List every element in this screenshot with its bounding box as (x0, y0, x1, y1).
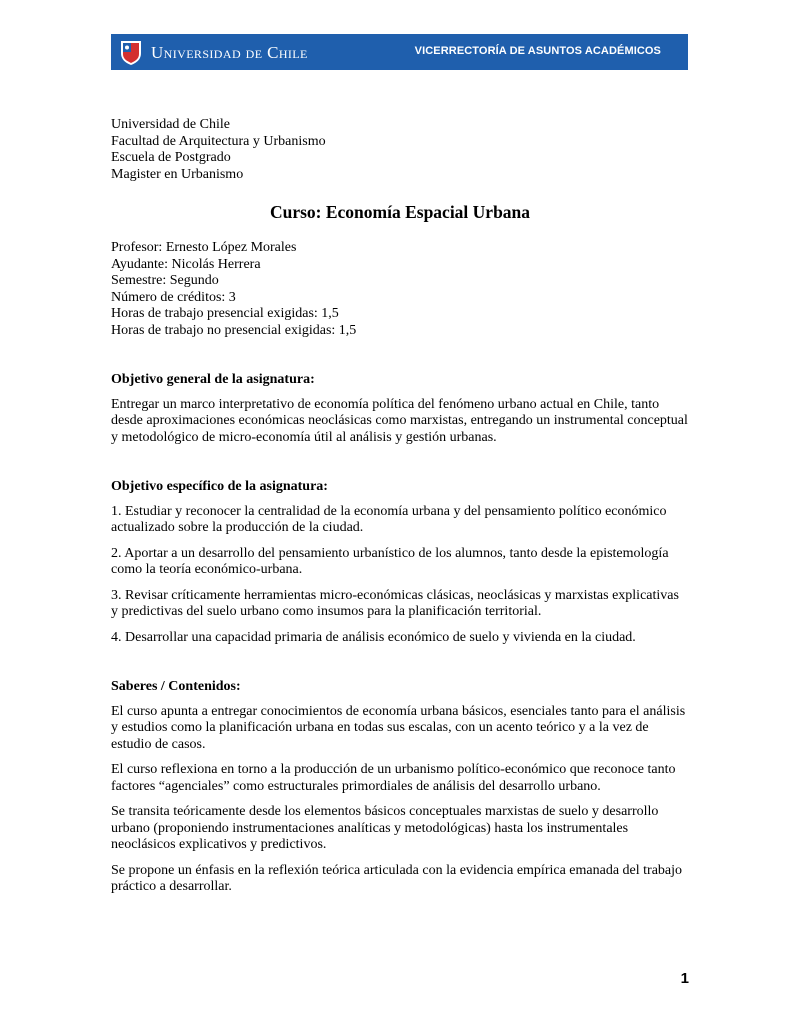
institution-line: Universidad de Chile (111, 117, 230, 132)
saberes-paragraph: El curso apunta a entregar conocimientos de economía urbana básicos, esenciales tanto para el análisis y estudios como la planificación urbana en todas sus escalas, con un acento teórico y a la vez de estudio de casos. (111, 703, 686, 752)
vicerrectoria-label: VICERRECTORÍA DE ASUNTOS ACADÉMICOS (414, 45, 661, 57)
document-body (111, 117, 689, 905)
objetivo-general-text: Entregar un marco interpretativo de economía política del fenómeno urbano actual en Chile, tanto desde aproximaciones económicas neoclásicas como marxistas, entregando un instrumental conceptual y metodológico de micro-economía útil al análisis y gestión urbanas. (111, 396, 688, 445)
institution-line: Magister en Urbanismo (111, 166, 244, 182)
objetivo-general-heading: Objetivo general de la asignatura: (111, 372, 315, 387)
objetivo-item: 2. Aportar a un desarrollo del pensamiento urbanístico de los alumnos, tanto desde la epistemología como la teoría económico-urbana. (111, 545, 669, 577)
saberes-heading: Saberes / Contenidos: (111, 679, 241, 694)
institution-block (111, 117, 689, 183)
objetivo-item: 3. Revisar críticamente herramientas micro-económicas clásicas, neoclásicas y marxistas explicativas y predictivas del suelo urbano como insumos para la planificación territorial. (111, 587, 679, 619)
objetivo-item: 4. Desarrollar una capacidad primaria de análisis económico de suelo y vivienda en la ciudad. (111, 629, 636, 645)
university-crest-icon (119, 39, 143, 66)
info-line: Número de créditos: 3 (111, 289, 236, 305)
saberes-paragraph: Se propone un énfasis en la reflexión teórica articulada con la evidencia empírica emanada del trabajo práctico a desarrollar. (111, 862, 683, 894)
saberes-paragraph: Se transita teóricamente desde los elementos básicos conceptuales marxistas de suelo y desarrollo urbano (proponiendo instrumentaciones analíticas y metodológicas) hasta los instrumentales neoclásicos explicativos y predictivos. (111, 804, 659, 852)
university-name: Universidad de Chile (151, 43, 308, 62)
info-line: Profesor: Ernesto López Morales (111, 240, 297, 255)
objetivo-especifico-heading: Objetivo específico de la asignatura: (111, 479, 328, 494)
info-line: Ayudante: Nicolás Herrera (111, 256, 261, 272)
institution-line: Facultad de Arquitectura y Urbanismo (111, 133, 326, 149)
course-title: Curso: Economía Espacial Urbana (269, 202, 531, 222)
institution-line: Escuela de Postgrado (111, 150, 231, 165)
info-line: Horas de trabajo presencial exigidas: 1,5 (111, 306, 339, 321)
objetivo-item: 1. Estudiar y reconocer la centralidad de la economía urbana y del pensamiento político económico actualizado sobre la producción de la ciudad. (111, 503, 667, 535)
page-number: 1 (680, 970, 689, 987)
info-line: Horas de trabajo no presencial exigidas: 1,5 (111, 322, 357, 338)
course-info-block (111, 240, 689, 339)
info-line: Semestre: Segundo (111, 273, 219, 288)
header-banner (111, 34, 688, 70)
saberes-paragraph: El curso reflexiona en torno a la producción de un urbanismo político-económico que reconoce tanto factores “agenciales” como estructurales primordiales de análisis del desarrollo urbano. (111, 762, 676, 794)
